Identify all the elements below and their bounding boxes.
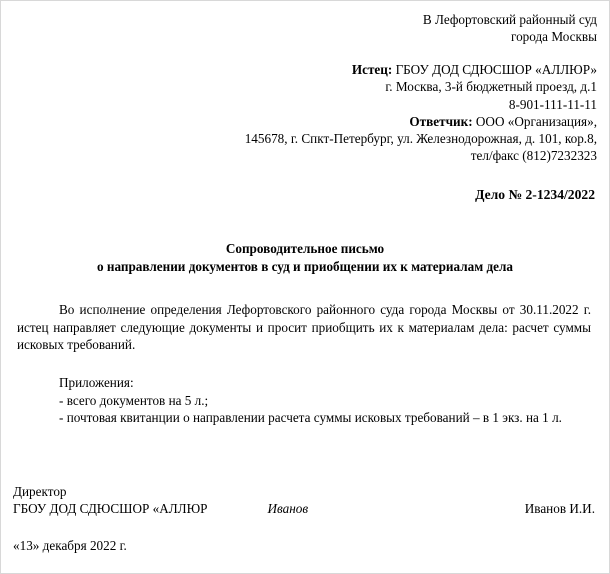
- page-title: Сопроводительное письмо: [225, 240, 385, 256]
- body-paragraph: Во исполнение определения Лефортовского районного суда города Москвы от 30.11.2022 г. истец направляет следующие документы и просит приобщить их к материалам дела: расчет суммы исковых требований.: [17, 302, 591, 353]
- handwritten-signature: Иванов: [267, 501, 309, 517]
- spacer-before-body: [13, 276, 597, 301]
- signatory-printed-name: Иванов И.И.: [524, 501, 595, 517]
- document-title: [13, 240, 597, 276]
- attachment-item: - почтовая квитанции о направлении расчета суммы исковых требований – в 1 экз. на 1 л.: [59, 410, 562, 426]
- signature-row: [13, 500, 597, 517]
- defendant-address: 145678, г. Спкт-Петербург, ул. Железнодорожная, д. 101, кор.8,: [244, 130, 597, 146]
- spacer-after-addressee: [13, 45, 597, 61]
- attachments-block: [13, 374, 597, 427]
- spacer-before-title: [13, 204, 597, 240]
- page-subtitle: о направлении документов в суд и приобщении их к материалам дела: [96, 259, 514, 275]
- signatory-organization: ГБОУ ДОД СДЮСШОР «АЛЛЮР: [13, 501, 208, 517]
- header-block: [13, 11, 597, 164]
- signature-block: [13, 483, 597, 555]
- plaintiff-phone: 8-901-111-11-11: [508, 96, 597, 112]
- plaintiff-address: г. Москва, 3-й бюджетный проезд, д.1: [385, 79, 597, 95]
- attachment-item: - всего документов на 5 л.;: [59, 392, 209, 408]
- plaintiff-name: ГБОУ ДОД СДЮСШОР «АЛЛЮР»: [395, 62, 597, 78]
- addressee-line-2: города Москвы: [510, 29, 597, 45]
- spacer-before-signature: [13, 427, 597, 483]
- spacer-before-case-number: [13, 164, 597, 186]
- spacer-before-date: [13, 517, 597, 537]
- defendant-name: ООО «Организация»,: [475, 113, 597, 129]
- document-content: [13, 11, 597, 555]
- case-number: Дело № 2-1234/2022: [475, 187, 595, 203]
- addressee-line-1: В Лефортовский районный суд: [422, 12, 597, 27]
- defendant-phone: тел/факс (812)7232323: [470, 148, 597, 164]
- defendant-line: [13, 113, 597, 130]
- plaintiff-label: Истец:: [351, 62, 393, 78]
- plaintiff-line: [13, 61, 597, 78]
- defendant-label: Ответчик:: [409, 113, 473, 129]
- signatory-role: Директор: [13, 483, 67, 499]
- spacer-before-attachments: [13, 354, 597, 374]
- attachments-heading: Приложения:: [59, 375, 134, 390]
- signature-date: «13» декабря 2022 г.: [13, 538, 127, 554]
